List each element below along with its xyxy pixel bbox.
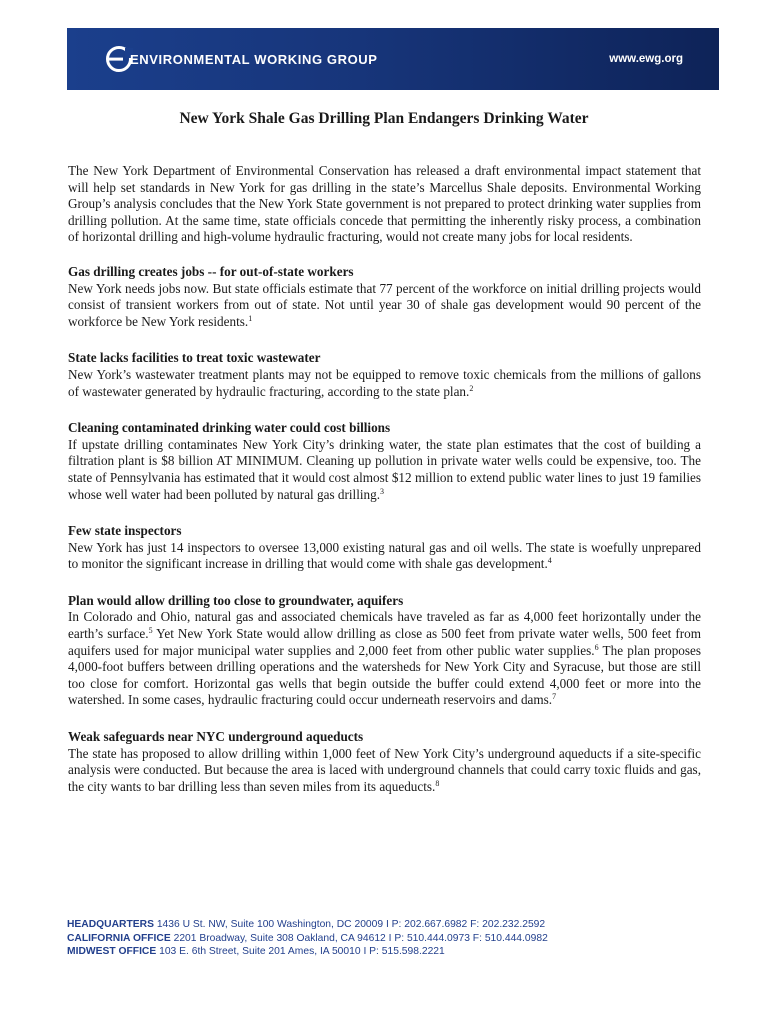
org-name: ENVIRONMENTAL WORKING GROUP [130, 51, 378, 67]
section-heading: Cleaning contaminated drinking water could cost billions [68, 420, 391, 436]
section-aquifers [68, 593, 701, 709]
section-body: In Colorado and Ohio, natural gas and associated chemicals have traveled as far as 4,000 feet horizontally under the earth’s surface.$^5$ Yet New York State would allow drilling as close as 500 feet from private water wells, 500 feet from aquifers used for major municipal water supplies and 2,000 feet from other public water supplies.$^6$ The plan proposes 4,000-foot buffers between drilling operations and the watersheds for New York City and Syracuse, but those are still too close for comfort. Horizontal gas wells that begin outside the buffer could extend 4,000 feet or more into the watershed. In some cases, hydraulic fracturing could occur underneath reservoirs and dams.$^7$ [68, 609, 701, 708]
section-body: If upstate drilling contaminates New York City’s drinking water, the state plan estimates that the cost of building a filtration plant is $8 billion AT MINIMUM. Cleaning up pollution in private water wells could be expensive, too. The state of Pennsylvania has estimated that it would cost almost $12 million to extend public water lines to just 19 families whose well water had been polluted by natural gas drilling.$^3$ [68, 436, 701, 502]
intro-paragraph: The New York Department of Environmental Conservation has released a draft environmental impact statement that will help set standards in New York for gas drilling in the state’s Marcellus Shale deposits. Environmental Working Group’s analysis concludes that the New York State government is not prepared to protect drinking water supplies from drilling pollution. At the same time, state officials concede that permitting the inherently risky process, a combination of horizontal drilling and high-volume hydraulic fracturing, would not create many jobs for local residents. [68, 163, 701, 245]
section-heading: State lacks facilities to treat toxic wastewater [68, 350, 321, 366]
header-banner [67, 28, 719, 90]
section-body: New York needs jobs now. But state officials estimate that 77 percent of the workforce on initial drilling projects would consist of transient workers from out of state. Not until year 30 of shale gas development would 90 percent of the workforce be New York residents.$^1$ [68, 280, 701, 329]
section-cleanup-cost [68, 420, 701, 503]
footnote-ref: 3 [380, 486, 385, 496]
footnote-ref: 8 [435, 778, 440, 788]
section-body: New York’s wastewater treatment plants may not be equipped to remove toxic chemicals from the millions of gallons of wastewater generated by hydraulic fracturing, according to the state plan.$^2$ [68, 366, 701, 399]
section-heading: Gas drilling creates jobs -- for out-of-state workers [68, 263, 354, 279]
section-jobs [68, 264, 701, 330]
org-logo [105, 45, 378, 73]
footnote-ref: 1 [248, 313, 253, 323]
footer-line-california: CALIFORNIA OFFICE 2201 Broadway, Suite 308 Oakland, CA 94612 I P: 510.444.0973 F: 510.444.0982 [67, 932, 548, 944]
website-link[interactable]: www.ewg.org [609, 53, 683, 65]
page-title: New York Shale Gas Drilling Plan Endangers Drinking Water [179, 110, 589, 127]
footnote-ref: 7 [552, 692, 557, 702]
section-inspectors [68, 523, 701, 573]
section-aqueducts [68, 729, 701, 795]
footnote-ref: 4 [547, 556, 552, 566]
document-body [68, 163, 701, 795]
ewg-logo-icon [105, 45, 133, 73]
footnote-ref: 6 [594, 642, 599, 652]
footnote-ref: 2 [469, 383, 474, 393]
footnote-ref: 5 [148, 626, 153, 636]
section-heading: Weak safeguards near NYC underground aqueducts [68, 729, 364, 745]
section-body: New York has just 14 inspectors to oversee 13,000 existing natural gas and oil wells. The state is woefully unprepared to monitor the significant increase in drilling that would come with shale gas development.$^4$ [68, 539, 701, 572]
footer-line-headquarters: HEADQUARTERS 1436 U St. NW, Suite 100 Washington, DC 20009 I P: 202.667.6982 F: 202.232.2592 [67, 919, 546, 930]
footer-line-midwest: MIDWEST OFFICE 103 E. 6th Street, Suite 201 Ames, IA 50010 I P: 515.598.2221 [67, 946, 445, 958]
footer-addresses [67, 918, 548, 959]
section-heading: Plan would allow drilling too close to groundwater, aquifers [68, 592, 404, 608]
section-heading: Few state inspectors [68, 523, 182, 539]
section-body: The state has proposed to allow drilling within 1,000 feet of New York City’s underground aqueducts if a site-specific analysis were conducted. But because the area is laced with underground channels that could carry toxic fluids and gas, the city wants to bar drilling less than seven miles from its aqueducts.$^8$ [68, 745, 701, 794]
section-wastewater [68, 350, 701, 400]
